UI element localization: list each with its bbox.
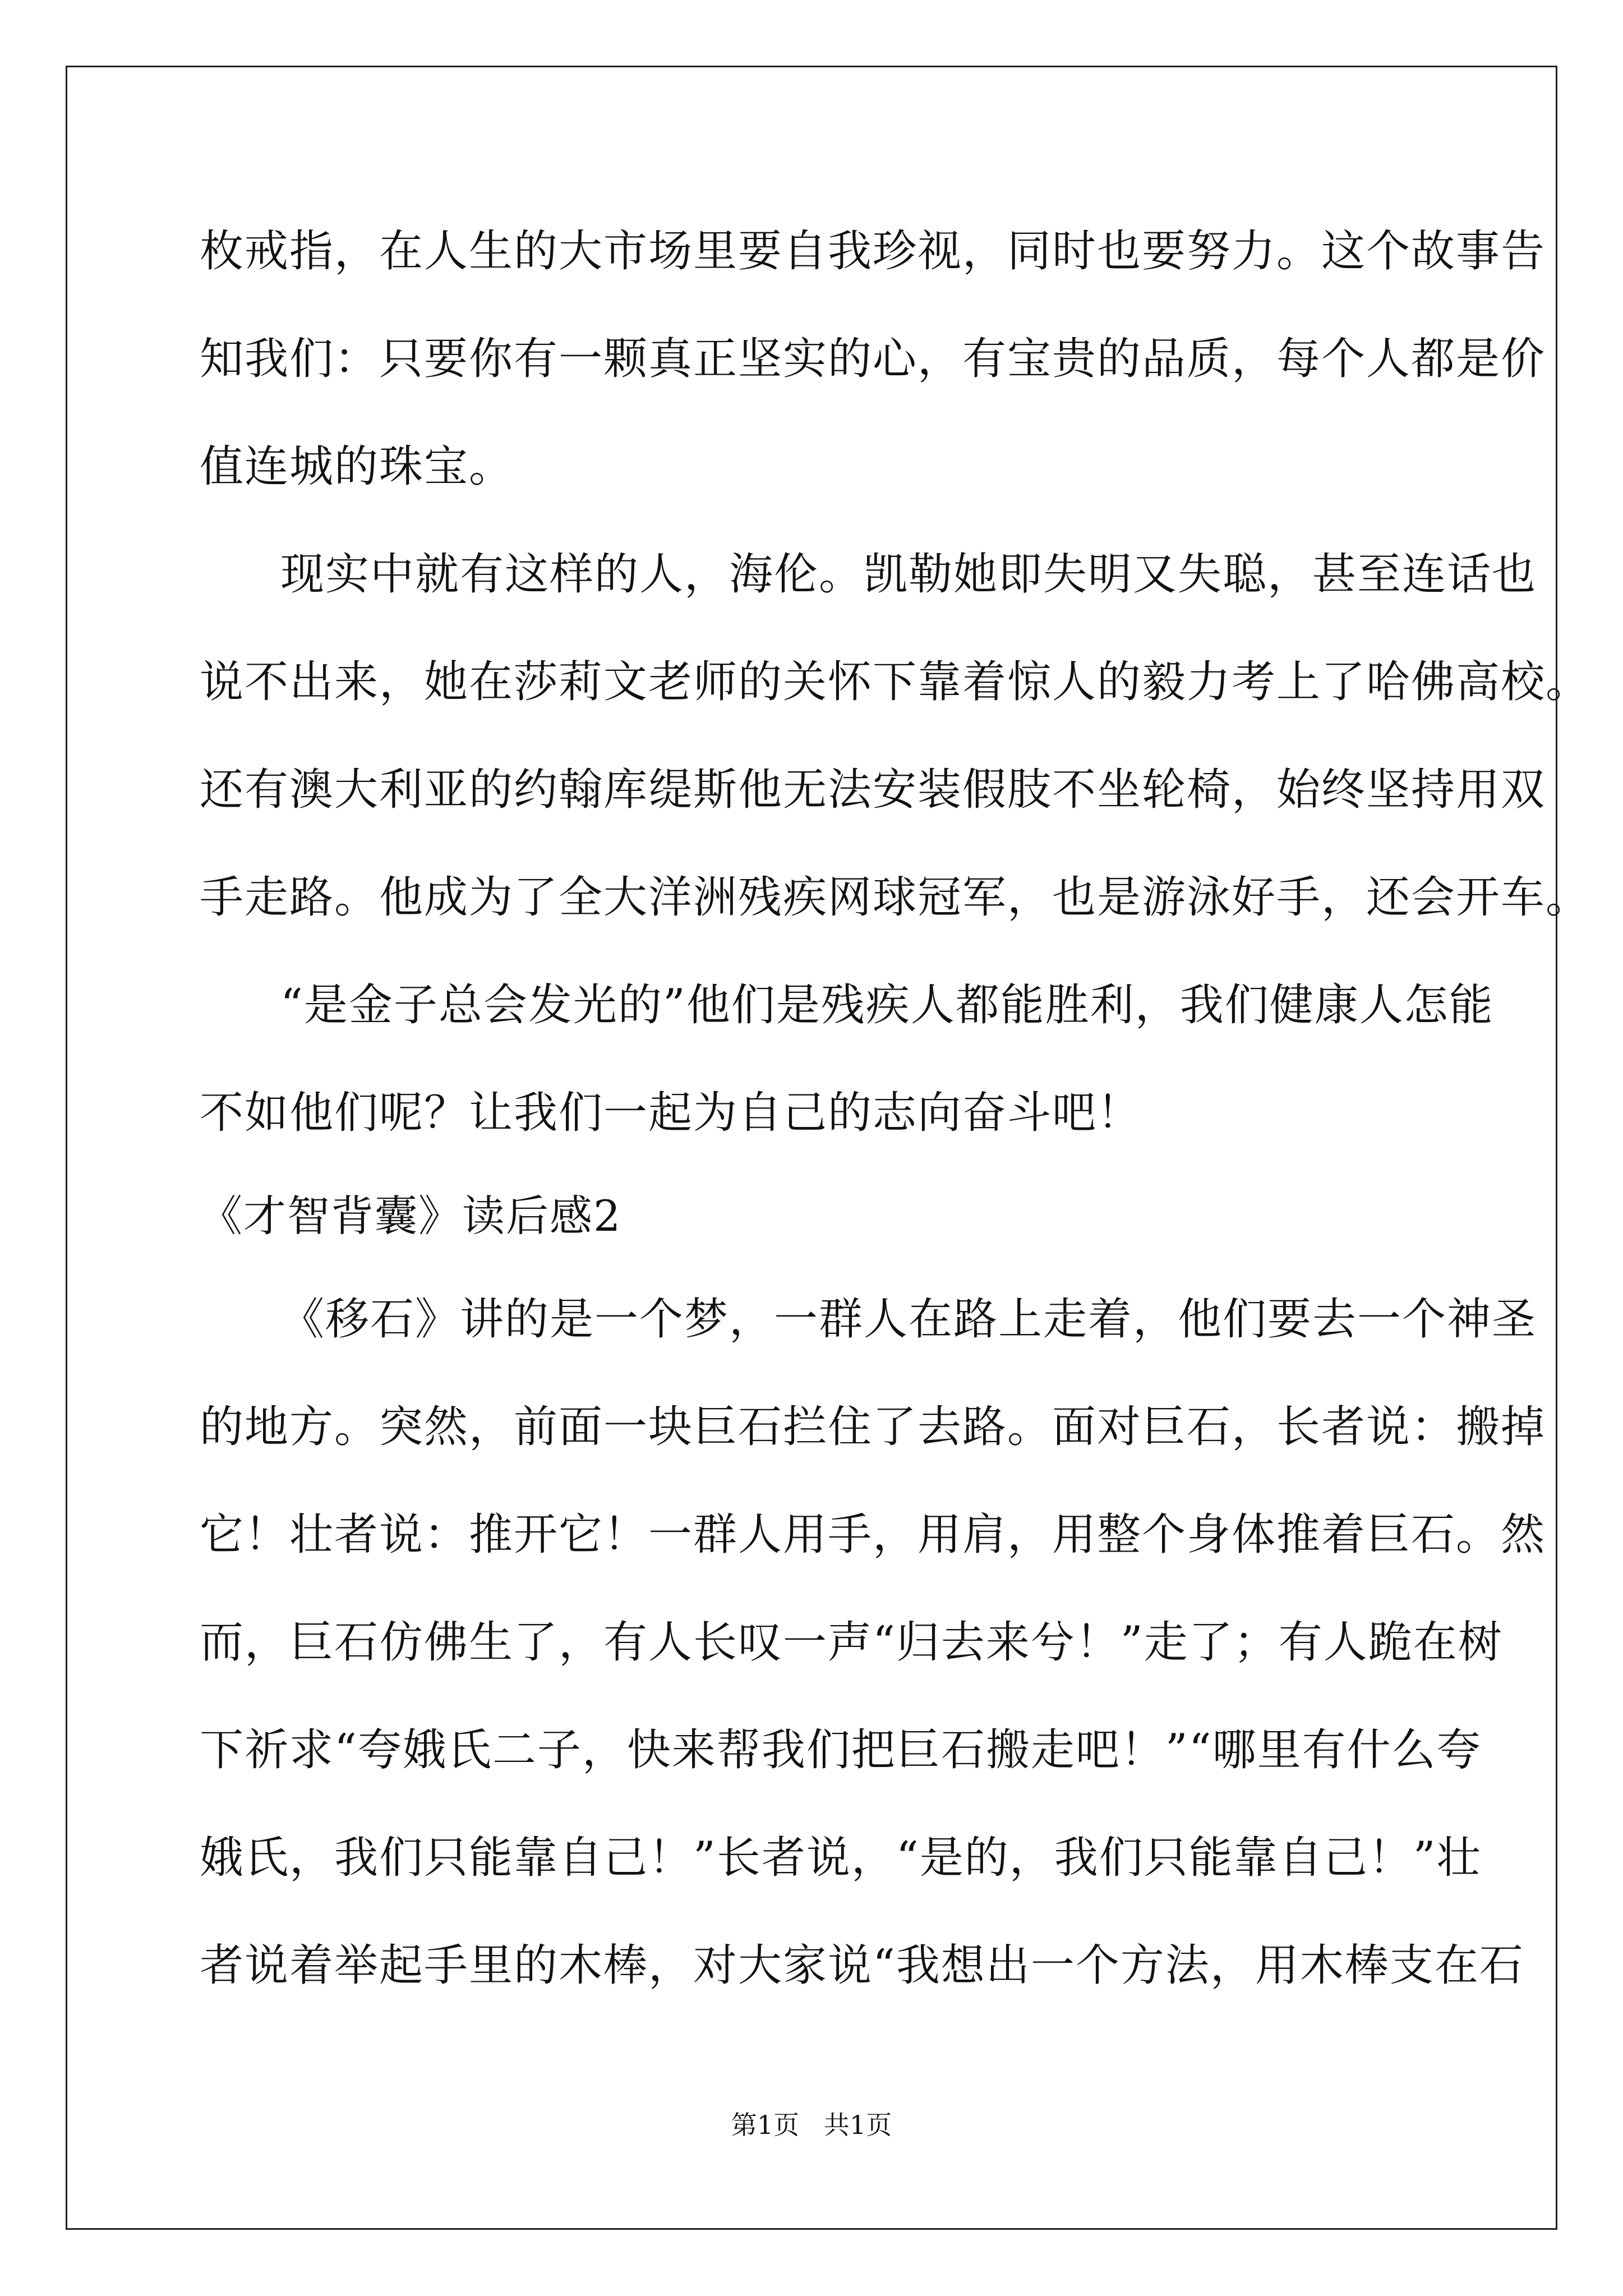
page-number-footer: 第1页 共1页: [731, 2110, 892, 2140]
paragraph-first-line: 现实中就有这样的人，海伦。凯勒她即失明又失聪，甚至连话也: [280, 549, 1537, 600]
text-line: 者说着举起手里的木棒，对大家说“我想出一个方法，用木棒支在石: [200, 1940, 1524, 1991]
text-line: 手走路。他成为了全大洋洲残疾网球冠军，也是游泳好手，还会开车。: [200, 872, 1591, 923]
text-line: 它！壮者说：推开它！一群人用手，用肩，用整个身体推着巨石。然: [200, 1510, 1546, 1560]
text-line: 娥氏，我们只能靠自己！”长者说，“是的，我们只能靠自己！”壮: [200, 1833, 1482, 1883]
text-line: 而，巨石仿佛生了，有人长叹一声“归去来兮！”走了；有人跪在树: [200, 1617, 1503, 1668]
text-line: 还有澳大利亚的约翰库缇斯他无法安装假肢不坐轮椅，始终坚持用双: [200, 765, 1546, 815]
text-line: 知我们：只要你有一颗真正坚实的心，有宝贵的品质，每个人都是价: [200, 334, 1546, 384]
paragraph-first-line: 《移石》讲的是一个梦，一群人在路上走着，他们要去一个神圣: [280, 1294, 1537, 1345]
section-heading: 《才智背囊》读后感2: [200, 1191, 622, 1241]
text-line: 值连城的珠宝。: [200, 441, 514, 492]
paragraph-first-line: “是金子总会发光的”他们是残疾人都能胜利，我们健康人怎能: [280, 980, 1494, 1030]
page-border: [66, 66, 1591, 2230]
text-line: 不如他们呢？让我们一起为自己的志向奋斗吧！: [200, 1088, 1142, 1138]
text-line: 说不出来，她在莎莉文老师的关怀下靠着惊人的毅力考上了哈佛高校。: [200, 657, 1591, 707]
text-line: 的地方。突然，前面一块巨石拦住了去路。面对巨石，长者说：搬掉: [200, 1402, 1546, 1452]
text-line: 枚戒指，在人生的大市场里要自我珍视，同时也要努力。这个故事告: [200, 226, 1546, 277]
text-line: 下祈求“夸娥氏二子，快来帮我们把巨石搬走吧！”“哪里有什么夸: [200, 1725, 1482, 1775]
